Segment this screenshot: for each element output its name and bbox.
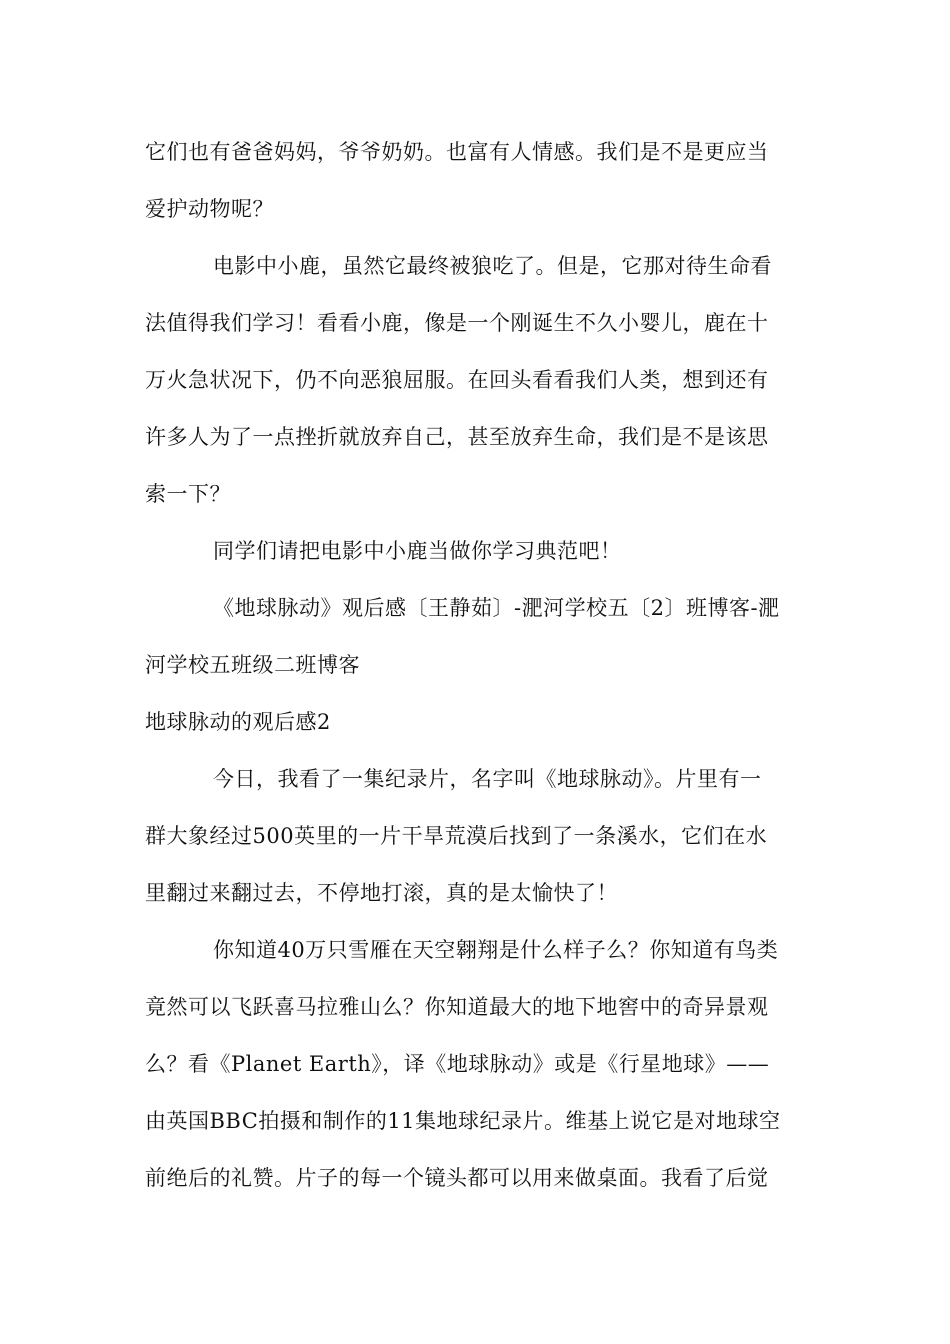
- text-line: 你知道40万只雪雁在天空翱翔是什么样子么？你知道有鸟类: [213, 938, 779, 962]
- text-line: 么？看《Planet Earth》，译《地球脉动》或是《行星地球》——: [145, 1052, 770, 1076]
- text-line: 爱护动物呢？: [145, 197, 274, 221]
- text-line: 里翻过来翻过去，不停地打滚，真的是太愉快了！: [145, 881, 618, 905]
- text-line: 许多人为了一点挫折就放弃自己，甚至放弃生命，我们是不是该思: [145, 425, 769, 449]
- text-line: 由英国BBC拍摄和制作的11集地球纪录片。维基上说它是对地球空: [145, 1109, 781, 1133]
- section-heading: 地球脉动的观后感2: [145, 710, 331, 734]
- text-line: 群大象经过500英里的一片干旱荒漠后找到了一条溪水，它们在水: [145, 824, 768, 848]
- text-line: 同学们请把电影中小鹿当做你学习典范吧！: [213, 539, 622, 563]
- text-line: 索一下？: [145, 482, 231, 506]
- text-line: 它们也有爸爸妈妈，爷爷奶奶。也富有人情感。我们是不是更应当: [145, 140, 769, 164]
- text-line: 前绝后的礼赞。片子的每一个镜头都可以用来做桌面。我看了后觉: [145, 1166, 769, 1190]
- text-line: 《地球脉动》观后感〔王静茹〕-淝河学校五〔2〕班博客-淝: [213, 596, 780, 620]
- text-line: 电影中小鹿，虽然它最终被狼吃了。但是，它那对待生命看: [213, 254, 772, 278]
- text-line: 竟然可以飞跃喜马拉雅山么？你知道最大的地下地窖中的奇异景观: [145, 995, 769, 1019]
- text-line: 今日，我看了一集纪录片，名字叫《地球脉动》。片里有一: [213, 767, 762, 791]
- text-line: 法值得我们学习！看看小鹿，像是一个刚诞生不久小婴儿，鹿在十: [145, 311, 769, 335]
- text-line: 万火急状况下，仍不向恶狼屈服。在回头看看我们人类，想到还有: [145, 368, 769, 392]
- text-line: 河学校五班级二班博客: [145, 653, 360, 677]
